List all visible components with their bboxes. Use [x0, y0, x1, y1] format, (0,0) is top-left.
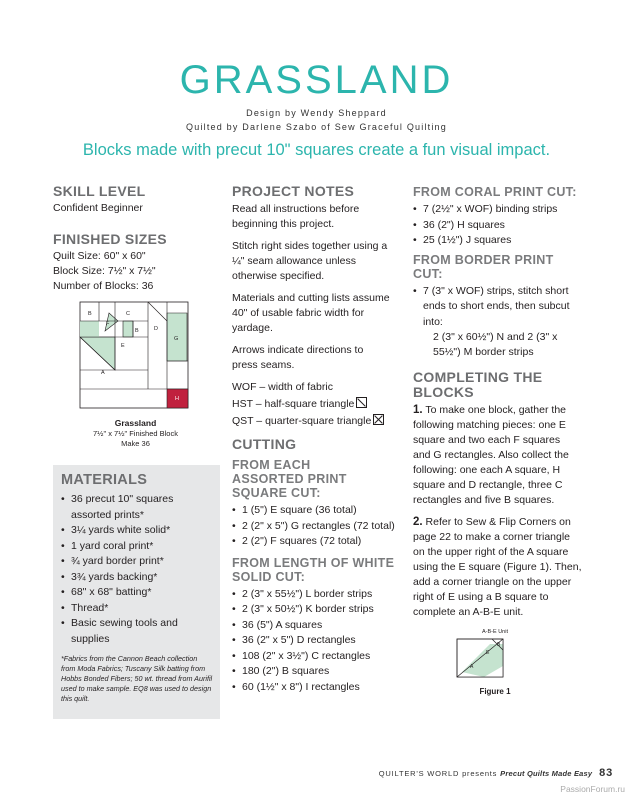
page-title: GRASSLAND: [179, 58, 454, 102]
number-of-blocks: Number of Blocks: 36: [53, 280, 154, 292]
qst-note: [232, 414, 397, 429]
materials-item: • 68" x 68" batting*: [61, 585, 201, 601]
qst-text: QST – quarter-square triangle: [232, 415, 372, 427]
note-paragraph: Arrows indicate directions to press seams.: [232, 344, 364, 371]
block-caption: [53, 418, 218, 449]
materials-item: • Basic sewing tools and supplies: [61, 616, 201, 647]
figure-caption: Figure 1: [479, 687, 511, 696]
fig-label-a: A: [470, 664, 474, 670]
finished-sizes-section: [53, 231, 218, 294]
completing-section: [413, 370, 583, 620]
coral-section: [413, 185, 588, 360]
tagline: Blocks made with precut 10" squares create a fun visual impact.: [82, 141, 551, 159]
block-caption-title: Grassland: [114, 418, 157, 428]
label-b2: B: [135, 328, 139, 334]
label-e: E: [121, 343, 125, 349]
block-caption-size: 7½" x 7½" Finished Block: [93, 429, 178, 438]
qst-symbol-icon: [373, 414, 384, 425]
page-footer: [379, 767, 613, 779]
materials-item: • 3¼ yards white solid*: [61, 523, 201, 539]
cut-item: • 2 (2" x 5") G rectangles (72 total): [232, 519, 402, 535]
hst-symbol-icon: [356, 397, 367, 408]
note-paragraph: Materials and cutting lists assume 40" of usable fabric width for yardage.: [232, 292, 390, 334]
white-list: [232, 587, 402, 696]
materials-item: • 36 precut 10" squares assorted prints*: [61, 492, 201, 523]
cut-item: • 7 (2½" x WOF) binding strips: [413, 202, 588, 218]
figure-1-diagram: [456, 638, 504, 678]
piece-e-small: [123, 321, 133, 337]
quilt-size: Quilt Size: 60" x 60": [53, 250, 146, 262]
step-1-text: To make one block, gather the following matching pieces: one E square and two each F squares and G rectangles. Also collect the following: one each A square, H square and D rectangle, three C rectangles and five B squares.: [413, 404, 569, 506]
skill-level-value: Confident Beginner: [53, 202, 143, 214]
border-heading: FROM BORDER PRINT CUT:: [413, 252, 554, 281]
materials-item: • 1 yard coral print*: [61, 539, 201, 555]
step-1-number: 1.: [413, 404, 423, 416]
cut-item: • 2 (2") F squares (72 total): [232, 534, 402, 550]
page-number: 83: [599, 767, 613, 779]
cut-item: • 2 (3" x 55½") L border strips: [232, 587, 402, 603]
block-diagram: [79, 301, 189, 409]
note-paragraph: Read all instructions before beginning this project.: [232, 203, 360, 230]
block-caption-count: Make 36: [121, 439, 150, 448]
materials-note: *Fabrics from the Cannon Beach collection from Moda Fabrics; Tuscany Silk batting from Hobbs Bonded Fibers; 50 wt. thread from Aurifil used to make sample. EQ8 was used to design this quilt.: [61, 654, 213, 703]
cut-item: • 7 (3" x WOF) strips, stitch short ends to short ends, then subcut into:: [413, 284, 575, 331]
skill-level-section: [53, 183, 218, 216]
materials-item: • 3¾ yards backing*: [61, 570, 201, 586]
cut-item: • 1 (5") E square (36 total): [232, 503, 402, 519]
label-d: D: [154, 326, 158, 332]
book-title: Precut Quilts Made Easy: [500, 769, 593, 778]
materials-heading: MATERIALS: [61, 472, 148, 488]
coral-list: [413, 202, 588, 249]
skill-level-heading: SKILL LEVEL: [53, 183, 146, 199]
cut-item: • 36 (2" x 5") D rectangles: [232, 633, 402, 649]
publication-name: QUILTER'S WORLD presents: [378, 769, 498, 778]
cut-item: • 36 (5") A squares: [232, 618, 402, 634]
label-g: G: [174, 336, 179, 342]
materials-list: [61, 492, 201, 647]
cut-item: • 2 (3" x 50½") K border strips: [232, 602, 402, 618]
designer-credit: Design by Wendy Sheppard: [246, 108, 387, 118]
cut-item: • 36 (2") H squares: [413, 218, 588, 234]
figure-unit-label: A-B-E Unit: [482, 629, 508, 635]
assorted-heading: FROM EACH ASSORTED PRINT SQUARE CUT:: [232, 458, 347, 500]
cut-item: • 108 (2" x 3½") C rectangles: [232, 649, 402, 665]
completing-heading: COMPLETING THE BLOCKS: [413, 369, 543, 400]
step-2-number: 2.: [413, 516, 423, 528]
step-2: [413, 515, 583, 620]
watermark: PassionForum.ru: [560, 784, 625, 794]
label-b1: B: [88, 311, 92, 317]
coral-heading: FROM CORAL PRINT CUT:: [413, 185, 577, 199]
cut-item: • 60 (1½" x 8") I rectangles: [232, 680, 402, 696]
note-paragraph: Stitch right sides together using a ¼" seam allowance unless otherwise specified.: [232, 240, 388, 282]
quilter-credit: Quilted by Darlene Szabo of Sew Graceful Quilting: [186, 122, 447, 132]
block-size: Block Size: 7½" x 7½": [53, 265, 156, 277]
hst-note: [232, 397, 397, 412]
cutting-section: [232, 436, 402, 695]
wof-note: WOF – width of fabric: [232, 381, 333, 393]
label-h: H: [175, 396, 179, 402]
cut-item: • 180 (2") B squares: [232, 664, 402, 680]
finished-sizes-heading: FINISHED SIZES: [53, 231, 167, 247]
label-c: C: [126, 311, 130, 317]
cut-item: • 25 (1½") J squares: [413, 233, 588, 249]
step-1: [413, 403, 578, 508]
piece-e-left: [80, 321, 99, 337]
project-notes-heading: PROJECT NOTES: [232, 183, 355, 199]
white-heading: FROM LENGTH OF WHITE SOLID CUT:: [232, 555, 395, 584]
label-a: A: [101, 370, 105, 376]
hst-text: HST – half-square triangle: [232, 398, 355, 410]
materials-box: [53, 465, 220, 719]
fig-label-b: B: [497, 642, 501, 648]
assorted-list: [232, 503, 402, 550]
project-notes-section: [232, 183, 397, 429]
step-2-text: Refer to Sew & Flip Corners on page 22 to make a corner triangle on the upper right of the A square using the E square (Figure 1). Then, add a corner triangle on the upper right of E using a B square to complete an A-B-E unit.: [413, 516, 582, 618]
materials-item: • Thread*: [61, 601, 201, 617]
fig-label-e: E: [486, 650, 490, 656]
border-list: [413, 284, 575, 331]
border-subcut: 2 (3" x 60½") N and 2 (3" x 55½") M border strips: [433, 331, 558, 358]
label-f: F: [106, 321, 110, 327]
materials-item: • ¾ yard border print*: [61, 554, 201, 570]
cutting-heading: CUTTING: [232, 436, 297, 452]
